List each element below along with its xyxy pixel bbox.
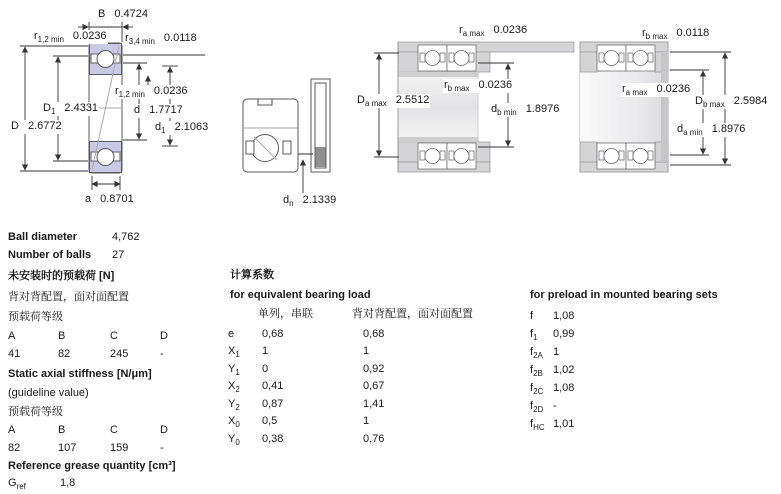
ball-diameter-value: 4,762 bbox=[112, 231, 140, 243]
calc-row-y0: $Y_0$ 0,38 0,76 bbox=[228, 433, 385, 448]
dim-dn-label: $d_n$ 2.1339 bbox=[283, 194, 337, 209]
dim-r12min-right-label: $r_{1,2 min}$ 0.0236 bbox=[115, 85, 188, 100]
preload-unmounted-title: 未安装时的预载荷 [N] bbox=[8, 270, 115, 282]
calc-row-y1: $Y_1$ 0 0,92 bbox=[228, 363, 385, 378]
factor-row-f2c: $f_{2C}$ 1,08 bbox=[530, 382, 575, 397]
calc-row-x2: $X_2$ 0,41 0,67 bbox=[228, 380, 385, 395]
number-of-balls-value: 27 bbox=[112, 249, 125, 261]
grease-symbol: $G_{ref}$ bbox=[8, 477, 26, 492]
calc-row-x1: $X_1$ 1 1 bbox=[228, 345, 370, 360]
calc-row-x0: $X_0$ 0,5 1 bbox=[228, 415, 370, 430]
stiffness-subtitle: (guideline value) bbox=[8, 387, 89, 399]
dim-D1-label: $D_1$ 2.4331 bbox=[43, 102, 99, 117]
shaft-abutment-drawing bbox=[580, 42, 668, 172]
ball-diameter-label: Ball diameter bbox=[8, 231, 78, 243]
stiffness-title: Static axial stiffness [N/μm] bbox=[8, 368, 152, 380]
dim-a-label: a 0.8701 bbox=[84, 193, 135, 207]
stiffness-value-row: 82 107 159 - bbox=[8, 442, 164, 454]
dim-r12min-top-label: $r_{1,2 min}$ 0.0236 bbox=[34, 30, 107, 45]
dim-Da-max-label: $D_{a max}$ 2.5512 bbox=[357, 94, 430, 109]
dim-d-label: d 1.7717 bbox=[133, 104, 184, 118]
mounting-sleeve-drawing bbox=[243, 79, 330, 172]
stiffness-class-label: 预载荷等级 bbox=[8, 406, 63, 418]
dim-db-min-label: $d_{b min}$ 1.8976 bbox=[491, 103, 560, 118]
number-of-balls-label: Number of balls bbox=[8, 249, 92, 261]
dim-rb-max-housing-label: $r_{b max}$ 0.0236 bbox=[444, 79, 513, 94]
factor-row-f1: $f_1$ 0,99 bbox=[530, 328, 575, 343]
stiffness-header-row: A B C D bbox=[8, 424, 168, 436]
preload-class-label: 预载荷等级 bbox=[8, 311, 63, 323]
dim-B-label: B 0.4724 bbox=[97, 8, 149, 22]
calc-title: 计算系数 bbox=[230, 269, 274, 281]
dim-Db-max-label: $D_{b max}$ 2.5984 bbox=[695, 95, 768, 110]
dim-r34min-label: $r_{3,4 min}$ 0.0118 bbox=[125, 32, 197, 47]
dim-ra-max-label: $r_{a max}$ 0.0236 bbox=[459, 24, 528, 39]
grease-value: 1,8 bbox=[60, 477, 76, 489]
grease-title: Reference grease quantity [cm³] bbox=[8, 460, 176, 472]
preload-value-row: 41 82 245 - bbox=[8, 348, 164, 360]
preload-mounted-title: for preload in mounted bearing sets bbox=[530, 289, 718, 301]
calc-col1-header: 单列，串联 bbox=[258, 308, 313, 320]
factor-row-f2a: $f_{2A}$ 1 bbox=[530, 346, 560, 361]
preload-unmounted-subtitle: 背对背配置，面对面配置 bbox=[8, 291, 129, 303]
dim-da-min-label: $d_{a min}$ 1.8976 bbox=[677, 123, 746, 138]
factor-row-fhc: $f_{HC}$ 1,01 bbox=[530, 418, 575, 433]
calc-row-y2: $Y_2$ 0,87 1,41 bbox=[228, 398, 385, 413]
dim-D-label: D 2.6772 bbox=[10, 120, 63, 134]
calc-row-e: e 0,68 0,68 bbox=[228, 328, 385, 340]
factor-row-f2d: $f_{2D}$ - bbox=[530, 400, 557, 415]
preload-header-row: A B C D bbox=[8, 330, 168, 342]
calc-col2-header: 背对背配置，面对面配置 bbox=[352, 308, 473, 320]
factor-row-f2b: $f_{2B}$ 1,02 bbox=[530, 364, 575, 379]
dim-d1-label: $d_1$ 2.1063 bbox=[155, 121, 209, 136]
factor-row-f: f 1,08 bbox=[530, 310, 575, 322]
dim-rb-max-shaft-label: $r_{b max}$ 0.0118 bbox=[642, 27, 710, 42]
calc-equivalent-title: for equivalent bearing load bbox=[230, 289, 371, 301]
dim-ra-max-shaft-label: $r_{a max}$ 0.0236 bbox=[622, 83, 691, 98]
